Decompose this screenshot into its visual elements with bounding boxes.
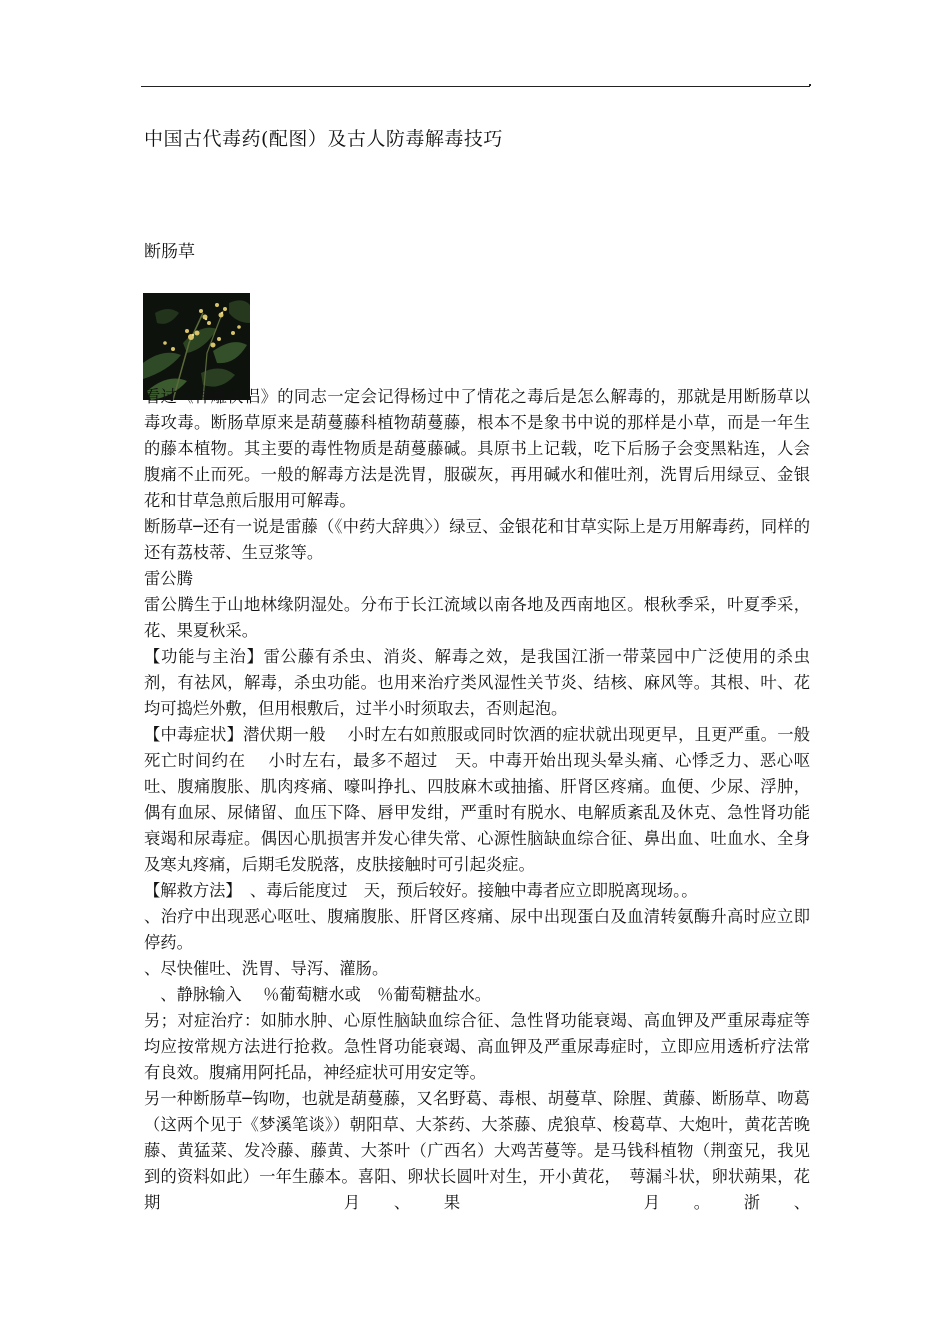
list-item: 、静脉输入 ％葡萄糖水或 ％葡萄糖盐水。: [144, 985, 492, 1004]
paragraph-function: 【功能与主治】雷公藤有杀虫、消炎、解毒之效，是我国江浙一带菜园中广泛使用的杀虫剂，有祛风，解毒，杀虫功能。也用来治疗类风湿性关节炎、结核、麻风等。其根、叶、花均可捣烂外敷，但用根敷后，过半小时须取去，否则起泡。: [144, 647, 810, 718]
article-body: [144, 384, 810, 1216]
list-item: 、尽快催吐、洗胃、导泻、灌肠。: [144, 959, 389, 978]
page-title: 中国古代毒药(配图）及古人防毒解毒技巧: [144, 128, 503, 150]
paragraph: 断肠草─还有一说是雷藤（《中药大辞典〉）绿豆、金银花和甘草实际上是万用解毒药，同样的还有荔枝蒂、生豆浆等。: [144, 517, 810, 562]
paragraph-symptoms: 【中毒症状】潜伏期一般 小时左右如煎服或同时饮酒的症状就出现更早，且更严重。一般死亡时间约在 小时左右，最多不超过 天。中毒开始出现头晕头痛、心悸乏力、恶心呕吐、腹痛腹胀、肌肉疼痛、嚎叫挣扎、四肢麻木或抽搐、肝肾区疼痛。血便、少尿、浮肿，偶有血尿、尿储留、血压下降、唇甲发绀，严重时有脱水、电解质紊乱及休克、急性肾功能衰竭和尿毒症。偶因心肌损害并发心律失常、心源性脑缺血综合征、鼻出血、吐血水、全身及寒丸疼痛，后期毛发脱落，皮肤接触时可引起炎症。: [144, 725, 810, 874]
header-rule-end-mark: [809, 84, 811, 86]
paragraph: 雷公腾生于山地林缘阴湿处。分布于长江流域以南各地及西南地区。根秋季采，叶夏季采，花、果夏秋采。: [144, 595, 810, 640]
paragraph: 另；对症治疗：如肺水肿、心原性脑缺血综合征、急性肾功能衰竭、高血钾及严重尿毒症等均应按常规方法进行抢救。急性肾功能衰竭、高血钾及严重尿毒症时，立即应用透析疗法常有良效。腹痛用阿托品，神经症状可用安定等。: [144, 1011, 810, 1082]
subheading-leigongteng: 雷公腾: [144, 569, 193, 588]
paragraph: 另一种断肠草─钩吻，也就是葫蔓藤，又名野葛、毒根、胡蔓草、除腥、黄藤、断肠草、吻葛（这两个见于《梦溪笔谈》）朝阳草、大茶药、大茶藤、虎狼草、梭葛草、大炮叶，黄花苦晚藤、黄猛菜、发冷藤、藤黄、大茶叶（广西名）大鸡苦蔓等。是马钱科植物（荆蛮兄，我见到的资料如此）一年生藤本。喜阳、卵状长圆叶对生，开小黄花， 萼漏斗状，卵状蒴果，花期 月、果 月。浙、: [144, 1089, 810, 1212]
header-rule: [141, 86, 810, 87]
list-item: 、治疗中出现恶心呕吐、腹痛腹胀、肝肾区疼痛、尿中出现蛋白及血清转氨酶升高时应立即停药。: [144, 907, 810, 952]
paragraph: 看过《神雕侠侣》的同志一定会记得杨过中了情花之毒后是怎么解毒的，那就是用断肠草以毒攻毒。断肠草原来是葫蔓藤科植物葫蔓藤，根本不是象书中说的那样是小草，而是一年生的藤本植物。其主要的毒性物质是葫蔓藤碱。具原书上记载，吃下后肠子会变黑粘连，人会腹痛不止而死。一般的解毒方法是洗胃，服碳灰，再用碱水和催吐剂，洗胃后用绿豆、金银花和甘草急煎后服用可解毒。: [144, 387, 810, 510]
paragraph-rescue: 【解救方法】 、毒后能度过 天，预后较好。接触中毒者应立即脱离现场。。: [144, 881, 698, 900]
section-heading: 断肠草: [144, 242, 195, 262]
